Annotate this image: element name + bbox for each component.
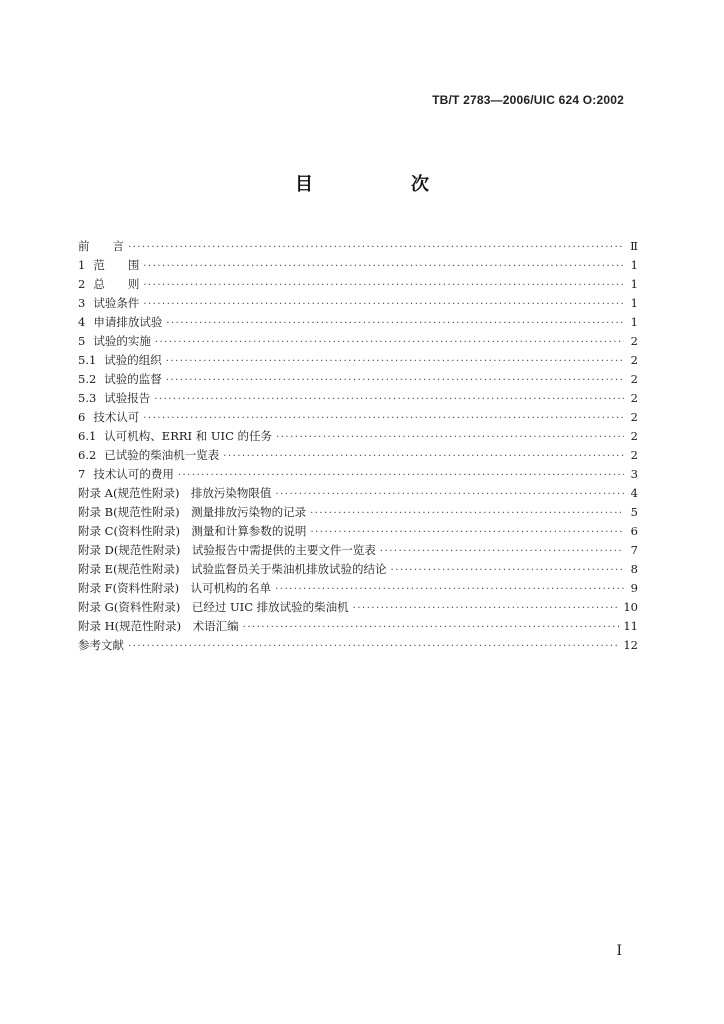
toc-entry-number: 6.1 — [78, 429, 97, 443]
toc-entry-title: 试验的实施 — [93, 334, 151, 348]
toc-entry-number: 3 — [78, 296, 86, 310]
toc-dot-leader — [276, 428, 624, 447]
toc-entry[interactable] — [78, 617, 638, 636]
toc-entry-page: 1 — [630, 315, 638, 329]
toc-entry-page: 5 — [630, 505, 638, 519]
toc-entry[interactable] — [78, 389, 638, 408]
toc-entry-title: 附录 C(资料性附录) 测量和计算参数的说明 — [78, 524, 307, 538]
toc-entry-page: 2 — [630, 410, 638, 424]
toc-entry[interactable] — [78, 598, 638, 617]
toc-dot-leader — [353, 599, 620, 618]
toc-entry[interactable] — [78, 446, 638, 465]
toc-entry-number: 6.2 — [78, 448, 97, 462]
toc-dot-leader — [166, 314, 624, 333]
toc-entry-title: 附录 A(规范性附录) 排放污染物限值 — [78, 486, 272, 500]
toc-entry-title: 试验的监督 — [104, 372, 162, 386]
toc-entry-title: 总 则 — [93, 277, 140, 291]
toc-entry-title: 附录 B(规范性附录) 测量排放污染物的记录 — [78, 505, 307, 519]
toc-entry[interactable] — [78, 332, 638, 351]
toc-entry-page: 9 — [630, 581, 638, 595]
toc-dot-leader — [143, 276, 624, 295]
toc-entry-page: 6 — [630, 524, 638, 538]
toc-entry[interactable] — [78, 408, 638, 427]
toc-dot-leader — [310, 504, 624, 523]
toc-entry-page: 2 — [630, 334, 638, 348]
toc-entry-number: 5.2 — [78, 372, 97, 386]
toc-entry-number: 7 — [78, 467, 86, 481]
toc-entry[interactable] — [78, 427, 638, 446]
toc-entry-page: 2 — [630, 429, 638, 443]
toc-entry-title: 试验的组织 — [104, 353, 162, 367]
toc-entry-number: 5.3 — [78, 391, 97, 405]
toc-entry-page: 2 — [630, 448, 638, 462]
toc-entry[interactable] — [78, 256, 638, 275]
toc-dot-leader — [166, 371, 624, 390]
toc-entry-title: 技术认可 — [93, 410, 140, 424]
toc-entry-page: 12 — [623, 638, 638, 652]
toc-entry-number: 2 — [78, 277, 86, 291]
toc-dot-leader — [143, 409, 624, 428]
toc-dot-leader — [310, 523, 624, 542]
toc-entry[interactable] — [78, 370, 638, 389]
toc-entry-page: 2 — [630, 353, 638, 367]
toc-dot-leader — [143, 295, 624, 314]
toc-entry-title: 范 围 — [93, 258, 140, 272]
toc-entry-title: 试验报告 — [104, 391, 151, 405]
toc-entry[interactable] — [78, 522, 638, 541]
toc-entry-title: 附录 G(资料性附录) 已经过 UIC 排放试验的柴油机 — [78, 600, 349, 614]
toc-dot-leader — [223, 447, 624, 466]
toc-entry[interactable] — [78, 294, 638, 313]
toc-dot-leader — [143, 257, 624, 276]
toc-entry-title: 已试验的柴油机一览表 — [104, 448, 220, 462]
toc-dot-leader — [155, 333, 624, 352]
toc-entry[interactable] — [78, 465, 638, 484]
toc-entry-page: 11 — [623, 619, 638, 633]
toc-dot-leader — [154, 390, 624, 409]
toc-entry-title: 参考文献 — [78, 638, 124, 652]
toc-entry-page: 1 — [630, 277, 638, 291]
toc-entry-title: 技术认可的费用 — [93, 467, 174, 481]
toc-entry-title: 申请排放试验 — [93, 315, 163, 329]
toc-entry-number: 1 — [78, 258, 86, 272]
toc-entry-title: 附录 F(资料性附录) 认可机构的名单 — [78, 581, 272, 595]
toc-entry-number: 6 — [78, 410, 86, 424]
toc-dot-leader — [243, 618, 620, 637]
toc-entry-number: 5.1 — [78, 353, 97, 367]
toc-entry[interactable] — [78, 560, 638, 579]
toc-title: 目 次 — [295, 174, 469, 195]
toc-dot-leader — [391, 561, 624, 580]
toc-entry[interactable] — [78, 541, 638, 560]
toc-entry[interactable] — [78, 275, 638, 294]
toc-entry[interactable] — [78, 503, 638, 522]
toc-entry-page: 8 — [630, 562, 638, 576]
table-of-contents — [78, 237, 638, 655]
toc-dot-leader — [275, 485, 624, 504]
toc-dot-leader — [275, 580, 624, 599]
toc-entry-number: 5 — [78, 334, 86, 348]
toc-entry-page: 1 — [630, 296, 638, 310]
toc-entry-page: 3 — [630, 467, 638, 481]
toc-entry-title: 前 言 — [78, 239, 124, 253]
toc-entry-page: 1 — [630, 258, 638, 272]
toc-dot-leader — [380, 542, 624, 561]
toc-entry-page: Ⅱ — [630, 239, 638, 253]
toc-entry[interactable] — [78, 636, 638, 655]
toc-entry-page: 7 — [630, 543, 638, 557]
toc-entry-page: 10 — [623, 600, 638, 614]
toc-entry-title: 试验条件 — [93, 296, 140, 310]
toc-entry-page: 4 — [630, 486, 638, 500]
toc-entry-title: 附录 E(规范性附录) 试验监督员关于柴油机排放试验的结论 — [78, 562, 387, 576]
toc-entry-number: 4 — [78, 315, 86, 329]
toc-entry-page: 2 — [630, 372, 638, 386]
toc-entry[interactable] — [78, 313, 638, 332]
toc-entry-page: 2 — [630, 391, 638, 405]
page-number: Ⅰ — [616, 943, 622, 959]
toc-entry-title: 认可机构、ERRI 和 UIC 的任务 — [104, 429, 273, 443]
toc-dot-leader — [128, 238, 624, 257]
toc-dot-leader — [128, 637, 619, 656]
standard-code: TB/T 2783—2006/UIC 624 O:2002 — [432, 93, 624, 107]
toc-entry[interactable] — [78, 579, 638, 598]
toc-entry[interactable] — [78, 484, 638, 503]
toc-dot-leader — [166, 352, 624, 371]
toc-entry-title: 附录 H(规范性附录) 术语汇编 — [78, 619, 239, 633]
toc-dot-leader — [178, 466, 624, 485]
toc-entry[interactable] — [78, 351, 638, 370]
toc-entry-title: 附录 D(规范性附录) 试验报告中需提供的主要文件一览表 — [78, 543, 376, 557]
toc-entry[interactable] — [78, 237, 638, 256]
